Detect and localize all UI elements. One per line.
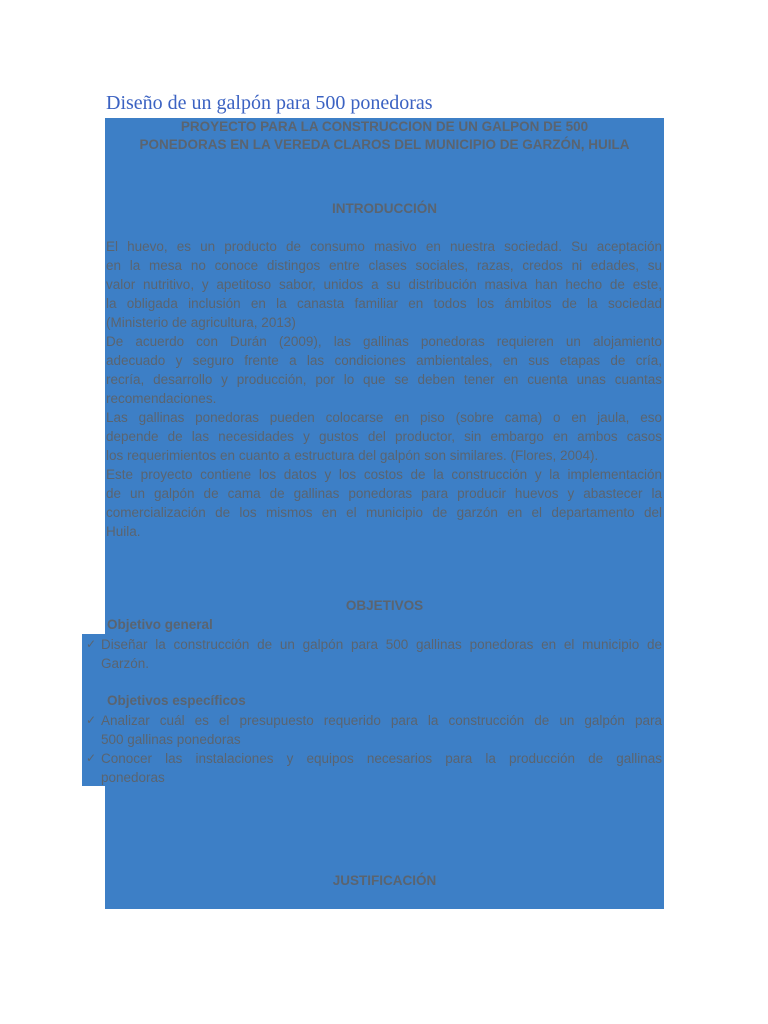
paragraph-line: en la mesa no conoce distingos entre clases sociales, razas, credos ni edades, su — [106, 258, 662, 273]
paragraph-line: Este proyecto contiene los datos y los costos de la construcción y la implementación — [106, 467, 662, 482]
paragraph-line: El huevo, es un producto de consumo masivo en nuestra sociedad. Su aceptación — [106, 239, 662, 254]
paragraph-line: recría, desarrollo y producción, por lo que se deben tener en cuenta unas cuantas — [106, 372, 662, 387]
objetivo-general-label: Objetivo general — [107, 617, 213, 632]
paragraph-line: valor nutritivo, y apetitoso sabor, unidos a su distribución masiva han hecho de este, — [106, 277, 662, 292]
introduccion-paragraph — [106, 237, 662, 541]
paragraph-line: la obligada inclusión en la canasta familiar en todos los ámbitos de la sociedad — [106, 296, 662, 311]
paragraph-line: los requerimientos en cuanto a estructura del galpón son similares. (Flores, 2004). — [106, 448, 599, 463]
justificacion-heading: JUSTIFICACIÓN — [332, 873, 437, 888]
paragraph-line: Las gallinas ponedoras pueden colocarse en piso (sobre cama) o en jaula, eso — [106, 410, 662, 425]
paragraph-line: (Ministerio de agricultura, 2013) — [106, 315, 296, 330]
objetivos-especificos-label: Objetivos específicos — [107, 693, 246, 708]
objetivo-general-item — [86, 635, 662, 673]
project-title — [105, 118, 664, 154]
checkmark-icon: ✓ — [86, 637, 97, 651]
objetivo-especifico-item — [86, 749, 662, 787]
objetivo-especifico-item — [86, 711, 662, 749]
paragraph-line: recomendaciones. — [106, 391, 217, 406]
project-title-line: PROYECTO PARA LA CONSTRUCCION DE UN GALPON DE 500 — [180, 119, 589, 134]
item-line: Diseñar la construcción de un galpón para 500 gallinas ponedoras en el municipio de — [101, 637, 662, 652]
introduccion-heading: INTRODUCCIÓN — [332, 201, 437, 216]
document-title: Diseño de un galpón para 500 ponedoras — [106, 92, 433, 114]
objetivos-heading: OBJETIVOS — [345, 598, 424, 613]
paragraph-line: adecuado y seguro frente a las condiciones ambientales, en sus etapas de cría, — [106, 353, 662, 368]
paragraph-line: depende de las necesidades y gustos del productor, sin embargo en ambos casos — [106, 429, 662, 444]
item-line: ponedoras — [101, 770, 165, 785]
paragraph-line: Huila. — [106, 524, 141, 539]
item-line: Garzón. — [101, 656, 150, 671]
checkmark-icon: ✓ — [86, 751, 97, 765]
paragraph-line: comercialización de los mismos en el municipio de garzón en el departamento del — [106, 505, 662, 520]
checkmark-icon: ✓ — [86, 713, 97, 727]
paragraph-line: de un galpón de cama de gallinas ponedoras para producir huevos y abastecer la — [106, 486, 662, 501]
item-line: 500 gallinas ponedoras — [101, 732, 241, 747]
paragraph-line: De acuerdo con Durán (2009), las gallinas ponedoras requieren un alojamiento — [106, 334, 662, 349]
project-title-line: PONEDORAS EN LA VEREDA CLAROS DEL MUNICIPIO DE GARZÓN, HUILA — [139, 137, 630, 152]
item-line: Analizar cuál es el presupuesto requerido para la construcción de un galpón para — [101, 713, 662, 728]
item-line: Conocer las instalaciones y equipos necesarios para la producción de gallinas — [101, 751, 662, 766]
